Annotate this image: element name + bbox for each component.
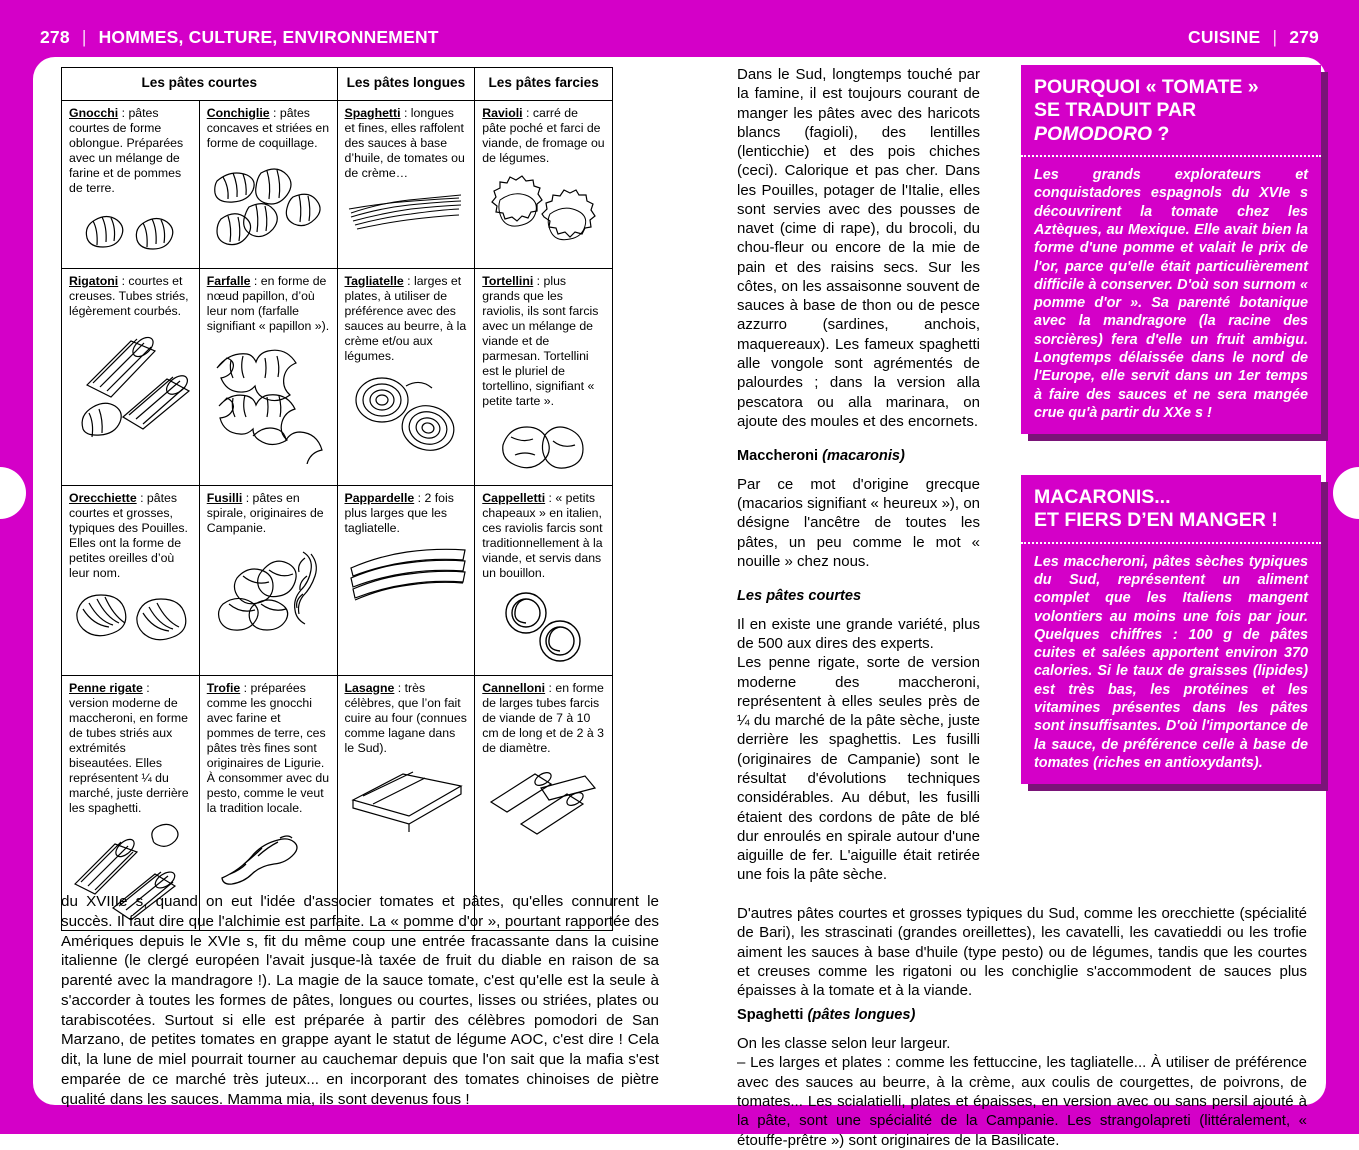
pasta-name-penne-rigate: Penne rigate bbox=[69, 680, 143, 695]
binder-notch-left bbox=[0, 467, 26, 519]
cell-cappelletti bbox=[475, 485, 613, 675]
conchiglie-shape bbox=[209, 157, 327, 249]
subhead-pates-courtes: Les pâtes courtes bbox=[737, 588, 862, 605]
right-narrow-column bbox=[737, 65, 980, 885]
folio-right: 279 bbox=[1289, 27, 1319, 47]
running-head-title-left: HOMMES, CULTURE, ENVIRONNEMENT bbox=[98, 27, 439, 47]
box-title-line1: POURQUOI « TOMATE » bbox=[1034, 76, 1259, 98]
pasta-name-cappelletti: Cappelletti bbox=[482, 490, 546, 505]
tagliatelle-shape bbox=[346, 370, 466, 460]
table-row bbox=[62, 268, 613, 485]
pasta-desc-farfalle: : en forme de nœud papillon, d’où leur nom (farfalle signifiant « papillon »). bbox=[206, 273, 330, 333]
pasta-name-trofie: Trofie bbox=[206, 680, 241, 695]
cell-orecchiette bbox=[62, 485, 200, 675]
pasta-desc-orecchiette: : pâtes courtes et grosses, typiques des Pouilles. Elles ont la forme de petites oreilles d’où leur nom. bbox=[69, 490, 188, 580]
box-title-line1: MACARONIS... bbox=[1034, 486, 1171, 508]
cell-fusilli bbox=[199, 485, 337, 675]
pasta-name-conchiglie: Conchiglie bbox=[206, 105, 270, 120]
spaghetti-shape bbox=[347, 187, 465, 233]
table-head bbox=[62, 68, 613, 101]
box-title-line2-plain: SE TRADUIT PAR bbox=[1034, 99, 1197, 122]
trofie-shape bbox=[208, 822, 328, 892]
cappelletti-shape bbox=[492, 587, 596, 667]
left-bottom-paragraph: du XVIIIe s, quand on eut l'idée d'associer tomates et pâtes, qu'elles connurent le succès. Il faut dire que l'alchimie est parfaite. La « pomme d'or », pourtant rapportée des Amériques depuis le XVIe s, fit du même coup une entrée fracassante dans la cuisine italienne (le clergé européen l'avait jusque-là taxée de fruit du diable en raison de sa parenté avec la mandragore !). La magie de la sauce tomate, c'est qu'elle est la seule à s'accorder à toutes les formes de pâtes, longues ou courtes, lisses ou striées, plates ou tarabiscotées. Surtout si elle est préparée à partir des célèbres pomodori de San Marzano, de petites tomates en grappe ayant le statut de légume AOC, c'est dire ! Cela dit, la lune de miel pourrait tourner au cauchemar depuis que l'on sait que la mafia s'est emparée de ce marché très juteux... en incorporant des tomates chinoises de piètre qualité dans les sauces. Mamma mia, ils sont devenus fous ! bbox=[61, 893, 659, 1108]
pasta-name-spaghetti: Spaghetti bbox=[344, 105, 401, 120]
binder-notch-right bbox=[1333, 467, 1359, 519]
pasta-name-tortellini: Tortellini bbox=[482, 273, 534, 288]
cell-pappardelle bbox=[337, 485, 475, 675]
running-head-right bbox=[1188, 27, 1319, 48]
paragraph-spaghetti-1: On les classe selon leur largeur. bbox=[737, 1034, 951, 1052]
spaghetti-section bbox=[737, 1006, 1307, 1150]
farfalle-shape bbox=[207, 340, 337, 464]
running-head-separator-right: | bbox=[1272, 27, 1278, 47]
pasta-name-lasagne: Lasagne bbox=[344, 680, 395, 695]
paragraph-spaghetti-2: – Les larges et plates : comme les fettuccine, les tagliatelle... À utiliser de préférence avec des sauces au beurre, à la crème, aux coulis de courgettes, de poivrons, de tomates... Les scialatielli, plates et épaisses, en version avec ou sans persil ajouté à la pâte, sont une spécialité de la Campanie. Les strangolapreti (littéralement, « étouffe-prêtre ») sont originaires de la Basilicate. bbox=[737, 1054, 1307, 1149]
subhead-maccheroni-plain: Maccheroni bbox=[737, 448, 823, 465]
subhead-spaghetti-italic: (pâtes longues) bbox=[807, 1007, 916, 1023]
sidebar-box-macaronis bbox=[1021, 475, 1321, 784]
ravioli-shape bbox=[484, 172, 604, 260]
box-title-line2 bbox=[1034, 99, 1308, 146]
box-title-macaronis bbox=[1021, 475, 1321, 544]
pasta-desc-lasagne: : très célèbres, que l’on fait cuire au four (connues comme lagane dans le Sud). bbox=[344, 680, 467, 755]
pappardelle-shape bbox=[345, 542, 469, 608]
subhead-maccheroni-italic: (macaronis) bbox=[822, 448, 905, 465]
subhead-spaghetti-plain: Spaghetti bbox=[737, 1007, 808, 1023]
pasta-desc-cannelloni: : en forme de larges tubes farcis de viande de 7 à 10 cm de long et de 2 à 3 de diamètre. bbox=[482, 680, 604, 755]
pasta-name-fusilli: Fusilli bbox=[206, 490, 243, 505]
rigatoni-shape bbox=[69, 325, 197, 445]
pasta-name-tagliatelle: Tagliatelle bbox=[344, 273, 404, 288]
pasta-desc-ravioli: : carré de pâte poché et farci de viande, de fromage ou de légumes. bbox=[482, 105, 605, 165]
pasta-desc-tagliatelle: : larges et plates, à utiliser de préférence avec des sauces au beurre, à la crème et/ou aux légumes. bbox=[344, 273, 467, 363]
col-header-pates-courtes: Les pâtes courtes bbox=[62, 68, 338, 101]
sidebar-box-pourquoi-tomate bbox=[1021, 65, 1321, 434]
orecchiette-shape bbox=[69, 587, 191, 645]
paragraph-courtes-3 bbox=[737, 904, 1307, 1001]
pasta-desc-rigatoni: : courtes et creuses. Tubes striés, légèrement courbés. bbox=[69, 273, 189, 318]
page-content bbox=[33, 57, 1326, 1149]
pasta-desc-pappardelle: : 2 fois plus larges que les tagliatelle. bbox=[344, 490, 454, 535]
pasta-name-gnocchi: Gnocchi bbox=[69, 105, 119, 120]
box-body-pourquoi-tomate: Les grands explorateurs et conquistadores espagnols du XVIe s découvrirent la tomate chez les Aztèques, au Mexique. Elle avait bien la forme d'une pomme et valait le prix de l'or, parce qu'elle était particulièrement difficile à conserver. D'où son surnom « pomme d'or ». Sa parenté botanique avec la mandragore (la racine des sorcières) fera d'elle un fruit ambigu. Longtemps délaissée dans le nord de l'Europe, elle servit dans un 1er temps à faire des sauces et ne sera mangée crue qu'à partir du XXe s ! bbox=[1034, 167, 1308, 421]
running-head-left bbox=[40, 27, 439, 48]
col-header-pates-farcies: Les pâtes farcies bbox=[475, 68, 613, 101]
pasta-desc-trofie: : préparées comme les gnocchi avec farine et pommes de terre, ces pâtes très fines sont originaires de Ligurie. À consommer avec du pesto, comme le veut la tradition locale. bbox=[206, 680, 330, 815]
subhead-spaghetti bbox=[737, 1006, 1307, 1025]
gnocchi-shape bbox=[75, 202, 185, 258]
table-row bbox=[62, 100, 613, 268]
pasta-desc-fusilli: : pâtes en spirale, originaires de Campanie. bbox=[206, 490, 324, 535]
cell-conchiglie bbox=[199, 100, 337, 268]
pasta-name-pappardelle: Pappardelle bbox=[344, 490, 415, 505]
pasta-name-orecchiette: Orecchiette bbox=[69, 490, 137, 505]
paragraph-courtes-1: Il en existe une grande variété, plus de 500 aux dires des experts. bbox=[737, 615, 980, 653]
cell-ravioli bbox=[475, 100, 613, 268]
cell-farfalle bbox=[199, 268, 337, 485]
running-head-separator-left: | bbox=[81, 27, 87, 47]
left-page-column bbox=[61, 67, 641, 931]
subhead-maccheroni bbox=[737, 447, 980, 466]
pasta-desc-penne-rigate: : version moderne de maccheroni, en forme de tubes striés aux extrémités biseautées. Elles représentent ¼ du marché, juste derrière les spaghetti. bbox=[69, 680, 189, 815]
cell-gnocchi bbox=[62, 100, 200, 268]
box-body-macaronis: Les maccheroni, pâtes sèches typiques du Sud, représentent un aliment complet que les Italiens mangent volontiers au moins une fois par jour. Quelques chiffres : 100 g de pâtes cuites et salées apportent environ 370 calories. Si le taux de graisses (lipides) est très bas, les protéines et les vitamines présentes dans les pâtes sont insuffisantes. D'où l'importance de la sauce, de préférence celle à base de tomates (riches en antioxydants). bbox=[1034, 553, 1308, 771]
cell-rigatoni bbox=[62, 268, 200, 485]
col-header-pates-longues: Les pâtes longues bbox=[337, 68, 475, 101]
fusilli-shape bbox=[207, 542, 335, 634]
tortellini-shape bbox=[489, 415, 599, 477]
box-title-line2-tail: ? bbox=[1152, 122, 1170, 145]
cannelloni-shape bbox=[485, 762, 603, 840]
pasta-types-table bbox=[61, 67, 613, 931]
cell-tagliatelle bbox=[337, 268, 475, 485]
pasta-desc-gnocchi: : pâtes courtes de forme oblongue. Préparées avec un mélange de farine et de pommes de terre. bbox=[69, 105, 184, 195]
pasta-name-rigatoni: Rigatoni bbox=[69, 273, 119, 288]
lasagne-shape bbox=[345, 762, 469, 832]
box-title-line2: ET FIERS D’EN MANGER ! bbox=[1034, 509, 1278, 532]
table-body bbox=[62, 100, 613, 930]
paragraph-courtes-3-text: D'autres pâtes courtes et grosses typiques du Sud, comme les orecchiette (spécialité de Bari), les strascinati (grandes oreillettes), les cavatelli, les cavatieddi ou les trofie aiment les sauces à base d'huile (type pesto) ou de légumes, tandis que les courtes et creuses comme les rigatoni ou les conchiglie s'accommodent de sauces plus épaisses à la tomate et à la viande. bbox=[737, 905, 1307, 1000]
pasta-name-cannelloni: Cannelloni bbox=[482, 680, 546, 695]
paragraph-courtes-2-start: Les penne rigate, sorte de version moderne des maccheroni, représentent à elles seules près de ¼ du marché de la pâte sèche, juste derrière les spaghettis. Les fusilli (originaires de Campanie) sont le résultat d'évolutions techniques considérables. Au début, les fusilli étaient des cordons de pâte de blé dur enroulés en spirale autour d'une aiguille de fer. L'aiguille était retirée une fois la pâte sèche. bbox=[737, 654, 980, 884]
running-head-title-right: CUISINE bbox=[1188, 27, 1261, 47]
table-header-row bbox=[62, 68, 613, 101]
box-title-line2-italic: POMODORO bbox=[1034, 122, 1153, 145]
cell-tortellini bbox=[475, 268, 613, 485]
box-title-pourquoi-tomate bbox=[1021, 65, 1321, 157]
table-row bbox=[62, 485, 613, 675]
pasta-desc-cappelletti: : « petits chapeaux » en italien, ces raviolis farcis sont traditionnellement à la viande, et servis dans un bouillon. bbox=[482, 490, 603, 580]
pasta-desc-conchiglie: : pâtes concaves et striées en forme de coquillage. bbox=[206, 105, 330, 150]
folio-left: 278 bbox=[40, 27, 70, 47]
pasta-name-farfalle: Farfalle bbox=[206, 273, 251, 288]
cell-spaghetti bbox=[337, 100, 475, 268]
paragraph-maccheroni: Par ce mot d'origine grecque (macarios signifiant « heureux »), on désigne l'ancêtre de toutes les pâtes, un peu comme le mot « nouille » chez nous. bbox=[737, 475, 980, 570]
paragraph-sud: Dans le Sud, longtemps touché par la famine, il est toujours courant de manger les pâtes avec des haricots blancs (fagioli), des lentilles (lenticchie) et des pois chiches (ceci). Calorique et pas cher. Dans les Pouilles, potager de l'Italie, elles sont servies avec des pousses de navet (cime di rape), du brocoli, du chou-fleur ou encore de la mie de pain et des raisins secs. Sur les côtes, on les assaisonne souvent de sauces à base de thon ou de pesce azzurro (sardines, anchois, maquereaux). Les fameux spaghetti alle vongole sont agrémentés de palourdes ; dans la version alla pescatora ou alla marinara, on ajoute des moules et des encornets. bbox=[737, 66, 980, 430]
pasta-desc-tortellini: : plus grands que les raviolis, ils sont farcis avec un mélange de viande et de parmesan. Tortellini est le pluriel de tortellino, signifiant « petite tarte ». bbox=[482, 273, 599, 408]
pasta-name-ravioli: Ravioli bbox=[482, 105, 523, 120]
pasta-desc-spaghetti: : longues et fines, elles raffolent des sauces à base d’huile, de tomates ou de crème… bbox=[344, 105, 465, 180]
